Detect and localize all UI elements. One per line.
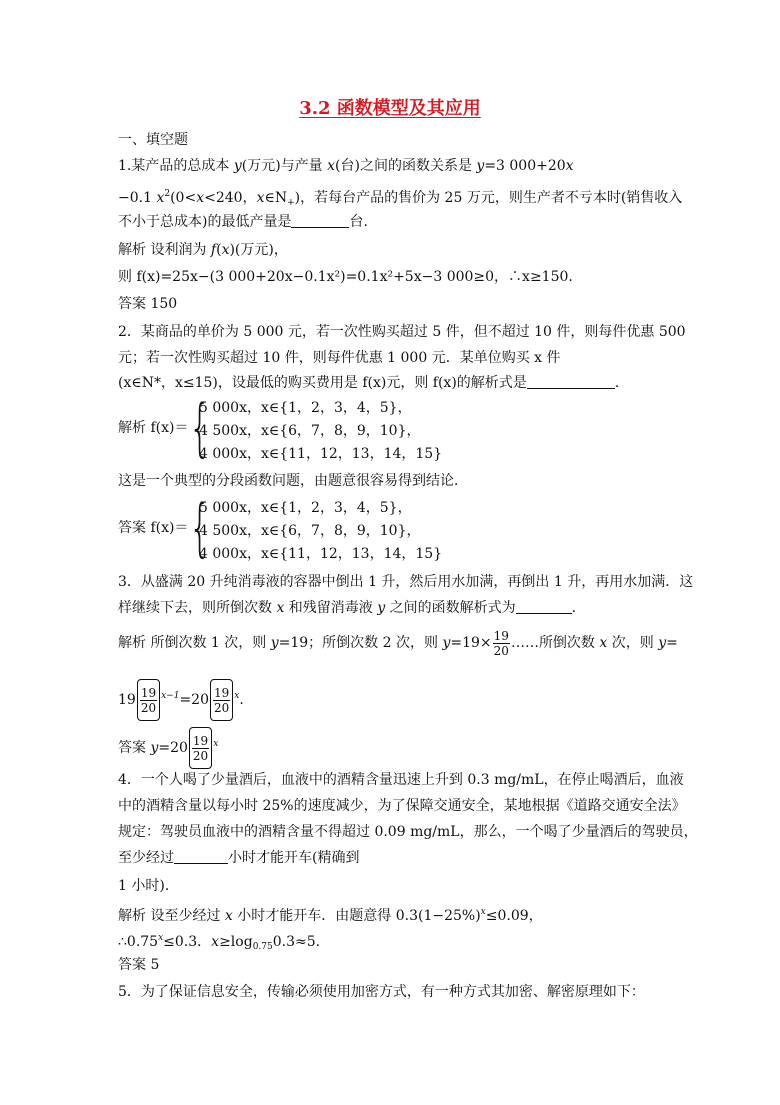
- q3-continuation: 19 $\frac{19}{20}$ $^{x-1}$=20 $\frac{19}{20}$ $^x$.: [118, 676, 244, 721]
- q3-line-1: 3．从盛满 20 升纯消毒液的容器中倒出 1 升，然后用水加满，再倒出 1 升，再用水加满．这: [118, 574, 694, 590]
- q4-line-2: 中的酒精含量以每小时 25%的速度减少，为了保障交通安全，某地根据《道路交通安全法》: [118, 798, 686, 814]
- q2-answer-piece-1: 5 000x，x∈{1，2，3，4，5}，: [199, 500, 412, 516]
- q2-line-2: 元；若一次性购买超过 10 件，则每件优惠 1 000 元．某单位购买 x 件: [118, 350, 561, 366]
- answer-blank: [291, 213, 349, 228]
- left-brace: {: [189, 491, 211, 564]
- fraction: $\frac{19}{20}$: [493, 628, 509, 658]
- q1-analysis: 解析 设利润为 f(x)(万元)，: [118, 242, 288, 258]
- q3-answer: 答案 y=20 $\frac{19}{20}$ $^x$: [118, 724, 218, 769]
- q2-comment: 这是一个典型的分段函数问题，由题意很容易得到结论．: [118, 473, 468, 489]
- q2-answer-label: 答案 f(x)＝: [118, 520, 189, 536]
- section-heading: 一、填空题: [118, 132, 188, 148]
- q1-answer: 答案 150: [118, 296, 178, 312]
- q4-analysis: 解析 设至少经过 x 小时才能开车．由题意得 $0.3(1-25\%)^x\le 0.09$，: [118, 907, 543, 924]
- parenthesized-fraction: $\frac{19}{20}$: [210, 679, 233, 721]
- q2-analysis-piece-2: 4 500x，x∈{6，7，8，9，10}，: [199, 423, 421, 439]
- q4-line-5: 1 小时)．: [118, 878, 179, 894]
- q2-answer-piece-2: 4 500x，x∈{6，7，8，9，10}，: [199, 523, 421, 539]
- q4-line-1: 4．一个人喝了少量酒后，血液中的酒精含量迅速上升到 0.3 mg/mL，在停止喝酒后，血液: [118, 772, 684, 788]
- parenthesized-fraction: $\frac{19}{20}$: [137, 679, 160, 721]
- q5-line-1: 5．为了保证信息安全，传输必须使用加密方式，有一种方式其加密、解密原理如下：: [118, 984, 645, 1000]
- parenthesized-fraction: $\frac{19}{20}$: [189, 727, 212, 769]
- q1-line-1: 1.某产品的总成本 y(万元)与产量 x(台)之间的函数关系是 y=3 000+20x: [118, 158, 574, 174]
- q4-derivation: $\therefore 0.75^x\le 0.3$．$x\ge\log_{0.75}0.3\approx 5$.: [118, 933, 321, 952]
- q3-line-2: 样继续下去，则所倒次数 x 和残留消毒液 y 之间的函数解析式为 .: [118, 600, 577, 616]
- page-title: 3.2 函数模型及其应用: [299, 98, 481, 119]
- q2-line-1: 2．某商品的单价为 5 000 元，若一次性购买超过 5 件，但不超过 10 件，则每件优惠 500: [118, 324, 686, 340]
- q2-analysis-piece-3: 4 000x，x∈{11，12，13，14，15}: [199, 446, 443, 462]
- q1-formula: 则 f(x)=25x−(3 000+20x−0.1x²)=0.1x²+5x−3 000≥0，∴x≥150.: [118, 269, 573, 285]
- q4-answer: 答案 5: [118, 957, 160, 973]
- answer-blank: [516, 599, 572, 614]
- q4-line-3: 规定：驾驶员血液中的酒精含量不得超过 0.09 mg/mL，那么，一个喝了少量酒后的驾驶员，: [118, 824, 698, 840]
- q2-answer-piece-3: 4 000x，x∈{11，12，13，14，15}: [199, 546, 443, 562]
- answer-blank: [174, 849, 228, 864]
- q2-line-3: (x∈N*，x≤15)，设最低的购买费用是 f(x)元，则 f(x)的解析式是 .: [118, 375, 620, 391]
- q3-analysis: 解析 所倒次数 1 次，则 y=19；所倒次数 2 次，则 y=19× $\frac{19}{20}$ ……所倒次数 x 次，则 y=: [118, 628, 678, 658]
- q4-line-4: 至少经过 小时才能开车(精确到: [118, 850, 360, 866]
- q1-line-3: 不小于总成本)的最低产量是 台.: [118, 214, 368, 230]
- answer-blank: [527, 374, 615, 389]
- left-brace: {: [189, 391, 211, 464]
- q1-line-2: −0.1 $x^2(0<x<240$，$x\in N_+$)，若每台产品的售价为 25 万元，则生产者不亏本时(销售收入: [118, 189, 683, 208]
- q2-analysis-label: 解析 f(x)＝: [118, 420, 189, 436]
- q2-analysis-piece-1: 5 000x，x∈{1，2，3，4，5}，: [199, 400, 412, 416]
